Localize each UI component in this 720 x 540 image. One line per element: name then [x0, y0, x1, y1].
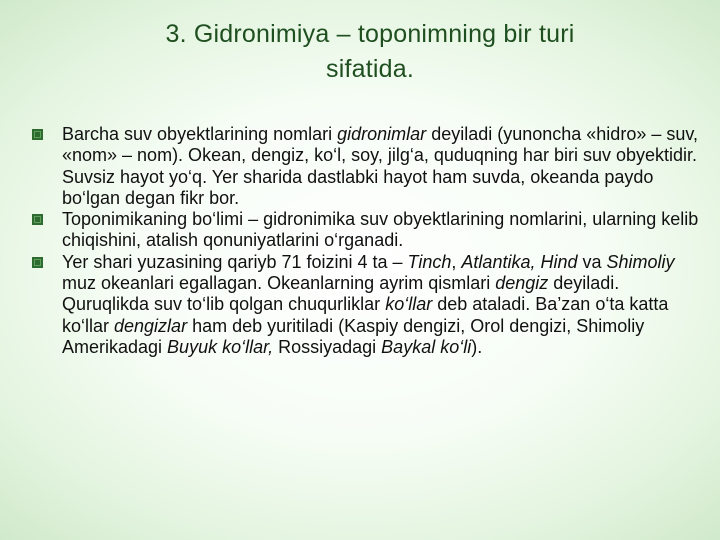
- text-segment: Toponimikaning bo‘limi – gidronimika suv obyektlarining nomlarini, ularning kelib chiqishini, atalish qonuniyatlarini o‘rganadi.: [62, 209, 699, 251]
- italic-term: Buyuk ko‘llar,: [167, 336, 274, 357]
- square-bullet-icon: [32, 214, 43, 225]
- square-bullet-icon: [32, 257, 43, 268]
- text-segment: deb ataladi. Ba’zan o‘ta katta ko‘llar: [62, 294, 669, 336]
- slide-title: [70, 17, 670, 87]
- italic-term: Baykal ko‘li: [381, 336, 472, 357]
- bullet-text: [62, 209, 698, 250]
- italic-term: Shimoliy: [606, 251, 675, 272]
- italic-term: dengizlar: [114, 315, 188, 336]
- italic-term: Hind: [540, 251, 578, 272]
- text-segment: va: [577, 251, 607, 272]
- slide-title-line-2: sifatida.: [326, 55, 414, 83]
- text-segment: deyiladi (yunoncha «hidro» – suv, «nom» – nom). Okean, dengiz, ko‘l, soy, jilg‘a, quduqning har biri suv obyektidir. Suvsiz hayot yo‘q. Yer sharida dastlabki hayot ham suvda, okeanda paydo bo‘lgan degan fikr bor.: [62, 124, 699, 208]
- text-segment: ,: [451, 251, 462, 272]
- bullet-item: [30, 124, 702, 209]
- text-segment: ).: [471, 336, 483, 357]
- bullet-text: [62, 124, 698, 208]
- italic-term: dengiz: [495, 273, 549, 294]
- italic-term: ko‘llar: [385, 294, 433, 315]
- bullet-item: [30, 252, 702, 358]
- text-segment: muz okeanlari egallagan. Okeanlarning ayrim qismlari: [62, 273, 496, 294]
- text-segment: Rossiyadagi: [273, 336, 382, 357]
- square-bullet-icon: [32, 129, 43, 140]
- italic-term: Tinch: [407, 251, 452, 272]
- text-segment: Barcha suv obyektlarining nomlari: [62, 124, 338, 144]
- text-segment: Yer shari yuzasining qariyb 71 foizini 4 ta –: [62, 251, 408, 272]
- bullet-list: [30, 124, 702, 358]
- bullet-item: [30, 209, 702, 252]
- text-segment: deyiladi. Quruqlikda suv to‘lib qolgan chuqurliklar: [62, 273, 620, 315]
- bullet-text: [62, 252, 675, 357]
- italic-term: gidronimlar: [337, 124, 427, 144]
- text-segment: ham deb yuritiladi (Kaspiy dengizi, Orol dengizi, Shimoliy Amerikadagi: [62, 315, 645, 357]
- slide-title-line-1: 3. Gidronimiya – toponimning bir turi: [165, 20, 575, 48]
- italic-term: Atlantika,: [461, 251, 536, 272]
